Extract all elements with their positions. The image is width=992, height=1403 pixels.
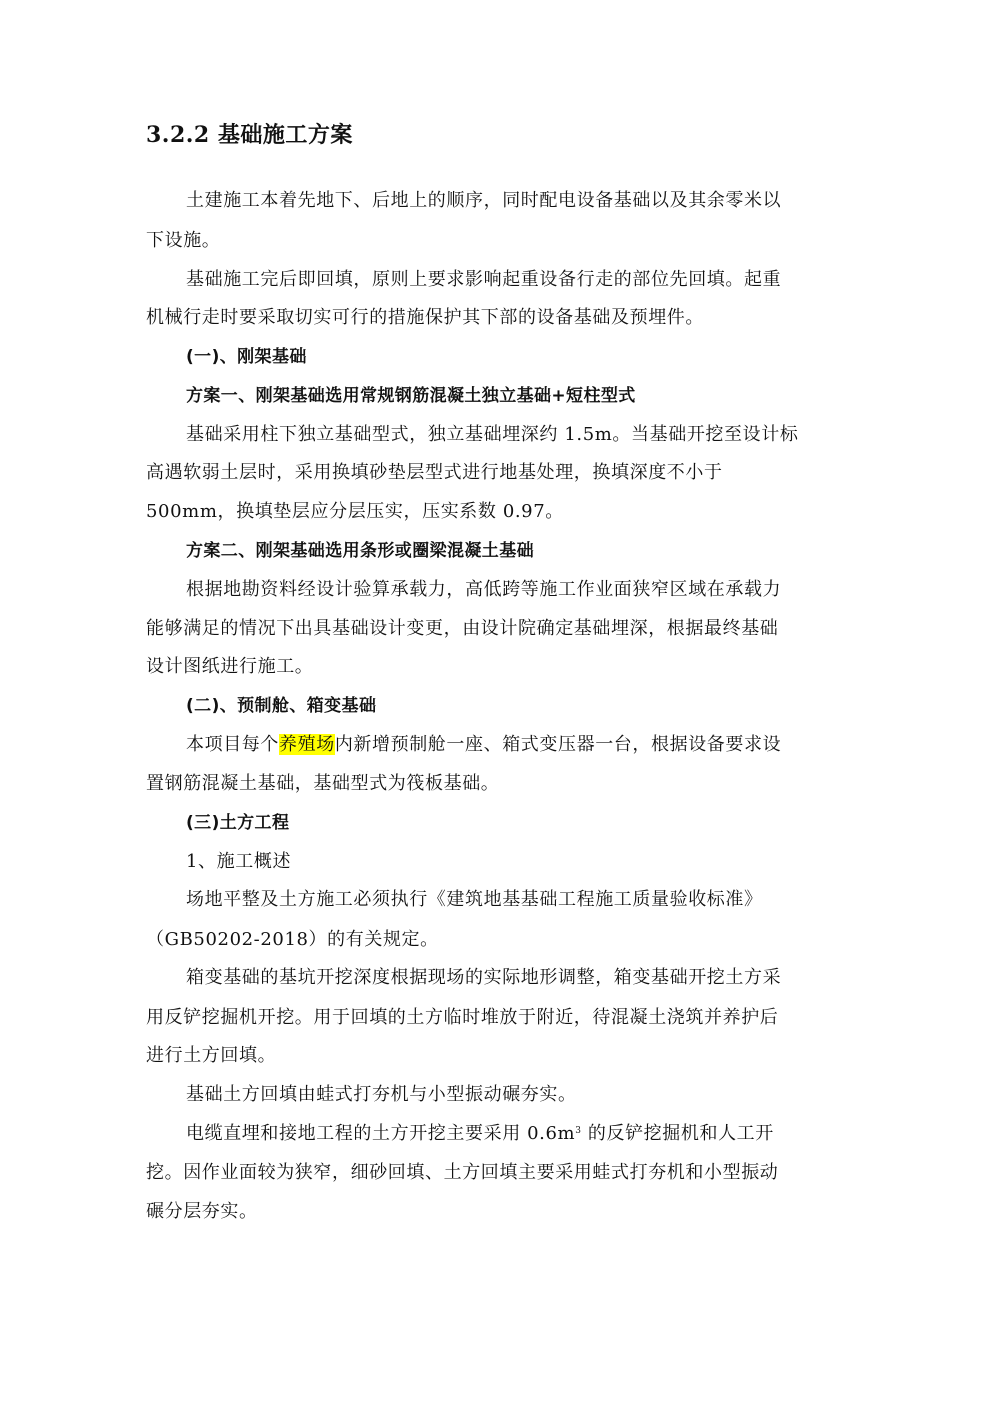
section-2-line-1-post: 内新增预制舱一座、箱式变压器一台，根据设备要求设 bbox=[334, 734, 782, 755]
earthwork-p1-line-2: （GB50202-2018）的有关规定。 bbox=[146, 929, 439, 950]
subsection-title-prefab-cabin: (二)、预制舱、箱变基础 bbox=[186, 696, 377, 716]
earthwork-p4-line-1-pre: 电缆直埋和接地工程的土方开挖主要采用 0.6m bbox=[186, 1123, 576, 1144]
plan-1-line-3: 500mm，换填垫层应分层压实，压实系数 0.97。 bbox=[146, 501, 564, 522]
earthwork-p4-line-3: 碾分层夯实。 bbox=[146, 1201, 258, 1222]
paragraph-2-line-2: 机械行走时要采取切实可行的措施保护其下部的设备基础及预埋件。 bbox=[146, 307, 704, 328]
section-2-line-2: 置钢筋混凝土基础，基础型式为筏板基础。 bbox=[146, 773, 500, 794]
earthwork-p2-line-3: 进行土方回填。 bbox=[146, 1045, 277, 1066]
plan-2-line-1: 根据地勘资料经设计验算承载力，高低跨等施工作业面狭窄区域在承载力 bbox=[186, 579, 782, 600]
earthwork-p1-line-1: 场地平整及土方施工必须执行《建筑地基基础工程施工质量验收标准》 bbox=[186, 889, 763, 910]
paragraph-1-line-1: 土建施工本着先地下、后地上的顺序，同时配电设备基础以及其余零米以 bbox=[186, 190, 782, 211]
earthwork-p4-line-1-post: 的反铲挖掘机和人工开 bbox=[581, 1123, 774, 1144]
earthwork-p3: 基础土方回填由蛙式打夯机与小型振动碾夯实。 bbox=[186, 1084, 577, 1105]
plan-1-line-2: 高遇软弱土层时，采用换填砂垫层型式进行地基处理，换填深度不小于 bbox=[146, 462, 723, 483]
section-2-line-1 bbox=[186, 733, 781, 757]
earthwork-p2-line-1: 箱变基础的基坑开挖深度根据现场的实际地形调整，箱变基础开挖土方采 bbox=[186, 967, 782, 988]
plan-2-title: 方案二、刚架基础选用条形或圈梁混凝土基础 bbox=[186, 541, 534, 561]
earthwork-subheading-overview: 1、施工概述 bbox=[186, 851, 292, 872]
plan-2-line-2: 能够满足的情况下出具基础设计变更，由设计院确定基础埋深，根据最终基础 bbox=[146, 618, 779, 639]
earthwork-p4-line-1 bbox=[186, 1122, 774, 1146]
earthwork-p2-line-2: 用反铲挖掘机开挖。用于回填的土方临时堆放于附近，待混凝土浇筑并养护后 bbox=[146, 1007, 779, 1028]
paragraph-1-line-2: 下设施。 bbox=[146, 230, 221, 251]
plan-2-line-3: 设计图纸进行施工。 bbox=[146, 656, 314, 677]
plan-1-title: 方案一、刚架基础选用常规钢筋混凝土独立基础+短柱型式 bbox=[186, 386, 636, 406]
subsection-title-frame-foundation: (一)、刚架基础 bbox=[186, 347, 307, 367]
highlighted-term: 养殖场 bbox=[279, 734, 335, 755]
section-heading: 3.2.2 基础施工方案 bbox=[146, 122, 353, 148]
cubic-superscript: 3 bbox=[575, 1126, 582, 1136]
plan-1-line-1: 基础采用柱下独立基础型式，独立基础埋深约 1.5m。当基础开挖至设计标 bbox=[186, 424, 799, 445]
section-2-line-1-pre: 本项目每个 bbox=[186, 734, 279, 755]
subsection-title-earthwork: (三)土方工程 bbox=[186, 813, 290, 833]
earthwork-p4-line-2: 挖。因作业面较为狭窄，细砂回填、土方回填主要采用蛙式打夯机和小型振动 bbox=[146, 1162, 779, 1183]
paragraph-2-line-1: 基础施工完后即回填，原则上要求影响起重设备行走的部位先回填。起重 bbox=[186, 269, 782, 290]
